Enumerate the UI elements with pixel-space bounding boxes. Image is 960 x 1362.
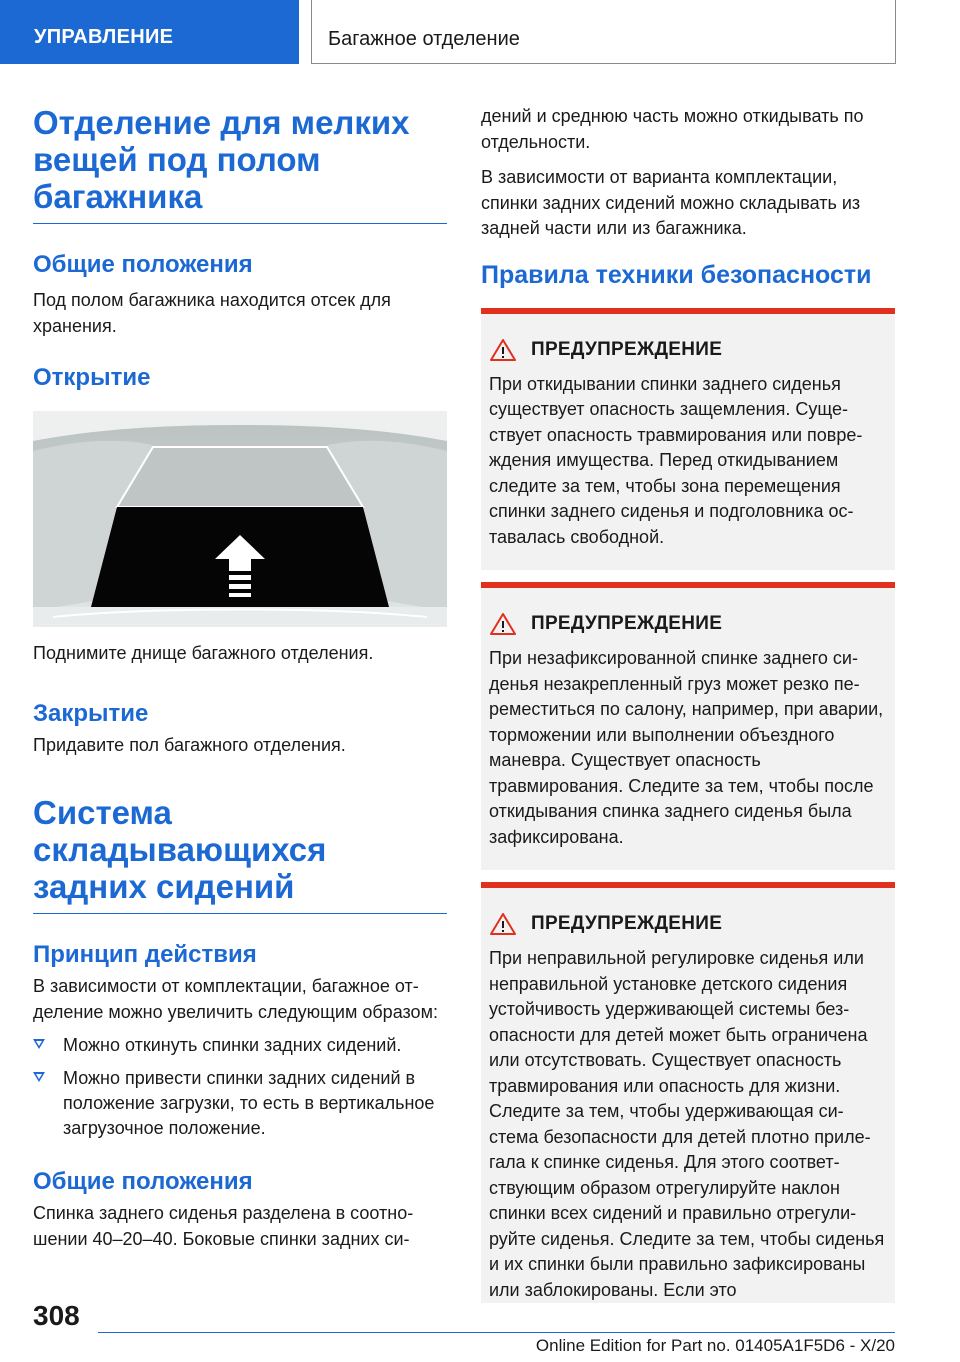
warning-title: ПРЕДУПРЕЖДЕНИЕ [531,613,723,634]
list-item-text: Можно откинуть спинки задних сидений. [63,1035,402,1055]
warning-triangle-icon [489,338,517,362]
general-text: Под полом багажника находится отсек для хранения. [33,290,391,336]
closing-text: Придавите пол багажного отделения. [33,734,346,755]
bullet-triangle-icon [33,1072,45,1082]
warning-text: При незафиксированной спинке заднего сиденья незакрепленный груз может резко переместиться по салону, например, при аварии, торможении или выполнении объездного маневра. Существует опасность травмирования. Следите за тем, чтобы после откидывания спинка заднего сиденья была зафиксирована. [489,648,884,847]
trunk-floor-drawing [33,411,447,627]
heading-principle: Принцип действия [33,941,257,968]
footer-edition: Online Edition for Part no. 01405A1F5D6 - X/20 [535,1336,895,1355]
heading-closing: Закрытие [33,699,149,727]
chapter-title: Багажное отделение [311,0,896,64]
heading-general-2: Общие положения [33,1168,253,1195]
general2-text: Спинка заднего сиденья разделена в соотношении 40–20–40. Боковые спинки задних си- [33,1203,414,1249]
warning-box [481,582,895,870]
warning-box [481,882,895,1303]
warning-text: При откидывании спинки заднего сиденья существует опасность защемления. Существует опасность травмирования или повреждения имущества. Перед откидыванием следите за тем, чтобы зона перемещения спинки заднего сиденья и подголовника оставалась свободной. [489,373,863,547]
warning-box [481,308,895,571]
section-tab: УПРАВЛЕНИЕ [0,0,299,64]
heading-safety: Правила техники безопасности [481,260,872,289]
page-number: 308 [33,1300,80,1331]
warning-title: ПРЕДУПРЕЖДЕНИЕ [531,913,723,934]
list-item-text: Можно привести спинки задних сидений в положение загрузки, то есть в вертикальное загрузочное положение. [63,1068,435,1138]
footer-divider [98,1332,895,1333]
warning-triangle-icon [489,912,517,936]
right-column [481,104,895,1315]
warning-triangle-icon [489,612,517,636]
heading-storage: Отделение для мелких вещей под полом багажника [33,104,447,224]
trunk-floor-illustration [33,411,447,627]
bullet-triangle-icon [33,1039,45,1049]
continued-text: дений и среднюю часть можно откидывать по отдельности. [481,106,864,152]
left-column [33,104,447,1252]
variant-text: В зависимости от варианта комплектации, спинки задних сидений можно складывать из задней части или из багажника. [481,167,861,238]
list-item [33,1033,447,1058]
warning-text: При неправильной регулировке сиденья или неправильной установке детского сидения устойчивость удерживающей системы безопасности для детей может быть ограничена или отсутствовать. Существует опасность травмирования или опасность для жизни. Следите за тем, чтобы удерживающая система безопасности для детей плотно прилегала к спинке сиденья. Для этого соответствующим образом отрегулируйте наклон спинки всех сидений и правильно отрегулируйте сиденья. Следите за тем, чтобы сиденья и их спинки были правильно зафиксированы или заблокированы. Если это [489,948,885,1300]
heading-seats: Система складывающихся задних сидений [33,794,447,914]
principle-text: В зависимости от комплектации, багажное отделение можно увеличить следующим образом: [33,976,438,1022]
list-item [33,1066,447,1141]
warning-title: ПРЕДУПРЕЖДЕНИЕ [531,338,723,360]
heading-opening: Открытие [33,364,151,391]
opening-text: Поднимите днище багажного отделения. [33,643,374,663]
heading-general: Общие положения [33,251,253,278]
